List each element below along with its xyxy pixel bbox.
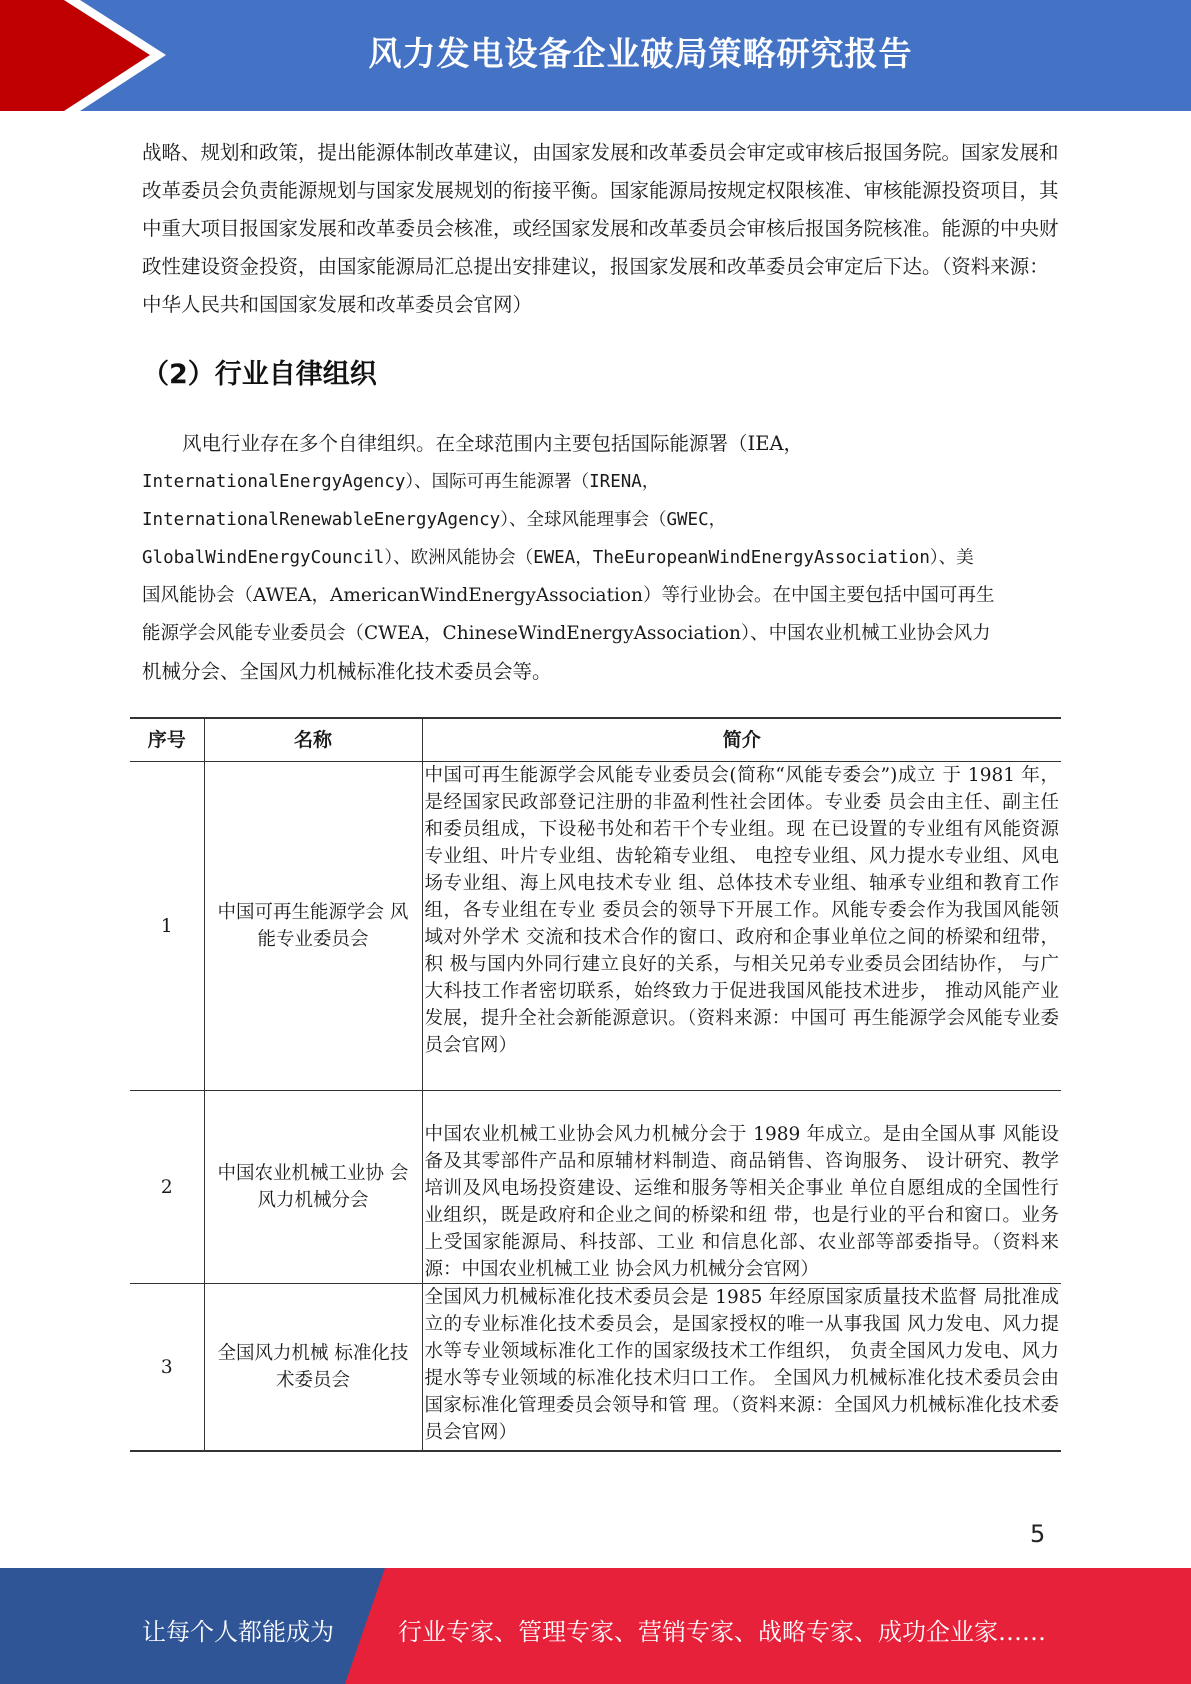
paragraph-line: 风电行业存在多个自律组织。在全球范围内主要包括国际能源署（IEA，	[182, 432, 804, 455]
row-number: 3	[130, 1284, 204, 1452]
paragraph-line: GlobalWindEnergyCouncil）、欧洲风能协会（EWEA，TheEuropeanWindEnergyAssociation）、美	[142, 548, 974, 568]
paragraph-line: 国风能协会（AWEA，AmericanWindEnergyAssociation）等行业协会。在中国主要包括中国可再生	[142, 585, 995, 606]
footer-slogan-left: 让每个人都能成为	[142, 1618, 334, 1646]
paragraph-line: 能源学会风能专业委员会（CWEA，ChineseWindEnergyAssociation）、中国农业机械工业协会风力	[142, 623, 991, 644]
org-name: 全国风力机械 标准化技术委员会	[204, 1284, 422, 1452]
organizations-paragraph	[142, 425, 1062, 691]
org-name: 中国农业机械工业协 会风力机械分会	[204, 1091, 422, 1284]
table-row	[130, 1284, 1061, 1452]
paragraph-line: InternationalRenewableEnergyAgency）、全球风能理事会（GWEC，	[142, 510, 727, 530]
paragraph-line: 机械分会、全国风力机械标准化技术委员会等。	[142, 660, 552, 683]
org-description: 全国风力机械标准化技术委员会是 1985 年经原国家质量技术监督 局批准成立的专业标准化技术委员会，是国家授权的唯一从事我国 风力发电、风力提水等专业领域标准化工作的国家级技术工作组织， 负责全国风力发电、风力提水等专业领域的标准化技术归口工作。 全国风力机械标准化技术委员会由国家标准化管理委员会领导和管 理。（资料来源：全国风力机械标准化技术委员会官网）	[422, 1284, 1061, 1452]
table-header-row	[130, 718, 1061, 762]
header-cell-number: 序号	[130, 718, 204, 762]
header-cell-name: 名称	[204, 718, 422, 762]
organizations-table	[130, 717, 1061, 1452]
page-number: 5	[1030, 1520, 1046, 1548]
table-row	[130, 1091, 1061, 1284]
header-cell-description: 简介	[422, 718, 1061, 762]
org-name: 中国可再生能源学会 风能专业委员会	[204, 762, 422, 1091]
org-description: 中国农业机械工业协会风力机械分会于 1989 年成立。是由全国从事 风能设备及其零部件产品和原辅材料制造、商品销售、咨询服务、 设计研究、教学培训及风电场投资建设、运维和服务等相关企事业 单位自愿组成的全国性行业组织，既是政府和企业之间的桥梁和纽 带，也是行业的平台和窗口。业务上受国家能源局、科技部、工业 和信息化部、农业部等部委指导。（资料来源：中国农业机械工业 协会风力机械分会官网）	[422, 1091, 1061, 1284]
intro-paragraph: 战略、规划和政策，提出能源体制改革建议，由国家发展和改革委员会审定或审核后报国务院。国家发展和改革委员会负责能源规划与国家发展规划的衔接平衡。国家能源局按规定权限核准、审核能源投资项目，其中重大项目报国家发展和改革委员会核准，或经国家发展和改革委员会审核后报国务院核准。能源的中央财政性建设资金投资，由国家能源局汇总提出安排建议，报国家发展和改革委员会审定后下达。（资料来源：中华人民共和国国家发展和改革委员会官网）	[142, 141, 1059, 316]
row-number: 2	[130, 1091, 204, 1284]
page-header	[0, 0, 1191, 111]
section-heading: （2）行业自律组织	[142, 359, 377, 390]
report-title: 风力发电设备企业破局策略研究报告	[368, 34, 913, 73]
page-footer	[0, 1568, 1191, 1684]
footer-slogan-right: 行业专家、管理专家、营销专家、战略专家、成功企业家……	[398, 1618, 1046, 1646]
row-number: 1	[130, 762, 204, 1091]
org-description: 中国可再生能源学会风能专业委员会(简称“风能专委会”)成立 于 1981 年，是经国家民政部登记注册的非盈利性社会团体。专业委 员会由主任、副主任和委员组成，下设秘书处和若干个专业组。现 在已设置的专业组有风能资源专业组、叶片专业组、齿轮箱专业组、 电控专业组、风力提水专业组、风电场专业组、海上风电技术专业 组、总体技术专业组、轴承专业组和教育工作组，各专业组在专业 委员会的领导下开展工作。风能专委会作为我国风能领域对外学术 交流和技术合作的窗口、政府和企事业单位之间的桥梁和纽带，积 极与国内外同行建立良好的关系，与相关兄弟专业委员会团结协作， 与广大科技工作者密切联系，始终致力于促进我国风能技术进步， 推动风能产业发展，提升全社会新能源意识。（资料来源：中国可 再生能源学会风能专业委员会官网）	[422, 762, 1061, 1091]
paragraph-line: InternationalEnergyAgency）、国际可再生能源署（IRENA，	[142, 472, 660, 492]
table-row	[130, 762, 1061, 1091]
